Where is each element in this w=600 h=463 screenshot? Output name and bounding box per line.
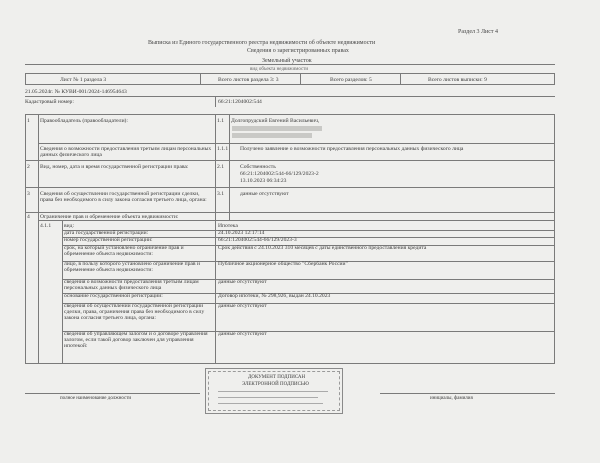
row-2-number: 2: [27, 164, 30, 170]
row-2-value: Собственность: [240, 164, 276, 170]
divider: [25, 96, 555, 97]
row-4-number: 4: [27, 214, 30, 220]
encumbrance-label: основание государственной регистрации:: [64, 293, 163, 299]
redacted-block: [232, 133, 312, 138]
encumbrance-value: данные отсутствуют: [218, 279, 267, 285]
encumbrance-label: срок, на который установлено ограничение прав и обременение объекта недвижимости:: [64, 245, 184, 257]
row-3-number: 3: [27, 191, 30, 197]
total-sections: Всего разделов: 5: [330, 77, 372, 83]
electronic-signature-stamp: [205, 368, 343, 414]
encumbrance-label: номер государственной регистрации:: [64, 237, 153, 243]
divider: [25, 160, 555, 161]
divider: [38, 220, 555, 221]
row-2-label: Вид, номер, дата и время государственной регистрации права:: [40, 164, 189, 170]
encumbrance-value: Договор ипотеки, № 298,926, выдан 24.10.2023: [218, 293, 331, 299]
divider: [25, 393, 200, 394]
row-1-sub: 1.1: [217, 118, 224, 124]
document-subtitle: Сведения о зарегистрированных правах: [247, 48, 349, 54]
encumbrance-value: 24.10.2023 12:17:14: [218, 230, 265, 236]
encumbrance-value: данные отсутствуют: [218, 303, 267, 309]
encumbrance-label: вид:: [64, 223, 75, 229]
stamp-rule: [218, 403, 323, 404]
date-number: 21.05.2024г. № КУВИ-001/2024-146954643: [25, 89, 127, 95]
row-3-value: данные отсутствуют: [240, 191, 289, 197]
stamp-line-1: ДОКУМЕНТ ПОДПИСАН: [248, 375, 306, 380]
sheet-number: Лист № 1 раздела 3: [60, 77, 107, 83]
row-4-label: Ограничение прав и обременение объекта недвижимости:: [40, 214, 179, 220]
divider: [400, 73, 401, 85]
encumbrance-label: сведения об управляющем залогом и о договоре управления залогом, если такой договор заключен для управления ипотекой:: [64, 331, 208, 349]
stamp-rule: [218, 391, 328, 392]
divider: [300, 73, 301, 85]
document-title: Выписка из Единого государственного реестра недвижимости об объекте недвижимости: [148, 40, 376, 46]
stamp-line-2: ЭЛЕКТРОННОЙ ПОДПИСЬЮ: [242, 382, 309, 387]
encumbrance-value: данные отсутствуют: [218, 331, 267, 337]
encumbrance-label: дата государственной регистрации:: [64, 230, 149, 236]
divider: [229, 114, 230, 220]
initials-caption: инициалы, фамилия: [430, 396, 473, 401]
encumbrance-label: лицо, в пользу которого установлено ограничение прав и обременение объекта недвижимости:: [64, 261, 200, 273]
encumbrance-value: Срок действия с 24.10.2023 310 месяцев с даты единственного предоставления кредита: [218, 245, 427, 251]
row-2-sub: 2.1: [217, 164, 224, 170]
row-1-value: Долгопрудский Евгений Васильевич,: [231, 118, 320, 124]
cadastral-value: 66:21:1204002:544: [218, 99, 262, 105]
row-3-sub: 3.1: [217, 191, 224, 197]
encumbrance-value: Публичное акционерное общество "Сбербанк России": [218, 261, 348, 267]
divider: [215, 114, 216, 220]
object-type-underline: [25, 64, 555, 65]
reg-date: 13.10.2023 06:34:23: [240, 178, 287, 184]
row-personal-data-value: Получено заявление о возможности предоставления персональных данных физического лица: [240, 146, 464, 152]
divider: [380, 393, 555, 394]
object-type-caption: вид объекта недвижимости: [250, 67, 309, 72]
row-personal-data-sub: 1.1.1: [217, 146, 229, 152]
divider: [38, 114, 39, 364]
reg-number: 66:21:1204002:544-66/129/2023-2: [240, 171, 319, 177]
row-1-label: Правообладатель (правообладатели):: [40, 118, 128, 124]
row-1-number: 1: [27, 118, 30, 124]
row-personal-data-label: Сведения о возможности предоставления третьим лицам персональных данных физического лица: [40, 146, 212, 158]
total-sheets-section: Всего листов раздела 3: 3: [218, 77, 279, 83]
row-3-label: Сведения об осуществлении государственной регистрации сделки, права без необходимого в силу закона согласия третьего лица, органа:: [40, 191, 207, 203]
divider: [25, 212, 555, 213]
stamp-rule: [218, 397, 318, 398]
encumbrance-value: 66:21:1204002:544-66/129/2023-3: [218, 237, 297, 243]
divider: [200, 73, 201, 85]
divider: [38, 143, 555, 144]
encumbrance-sub: 4.1.1: [40, 223, 52, 229]
section-ref: Раздел 3 Лист 4: [458, 29, 499, 35]
position-caption: полное наименование должности: [60, 396, 132, 401]
divider: [25, 187, 555, 188]
divider: [215, 96, 216, 107]
encumbrance-label: сведения о возможности предоставления третьим лицам персональных данных физического лица: [64, 279, 199, 291]
object-type: Земельный участок: [262, 58, 312, 64]
encumbrance-value: Ипотека: [218, 223, 238, 229]
total-sheets-extract: Всего листов выписки: 9: [428, 77, 487, 83]
encumbrance-label: сведения об осуществлении государственной регистрации сделки, права, ограничения права без необходимого в силу закона согласия третьего лица, органа:: [64, 303, 205, 321]
cadastral-label: Кадастровый номер:: [25, 99, 74, 105]
redacted-block: [232, 126, 322, 131]
